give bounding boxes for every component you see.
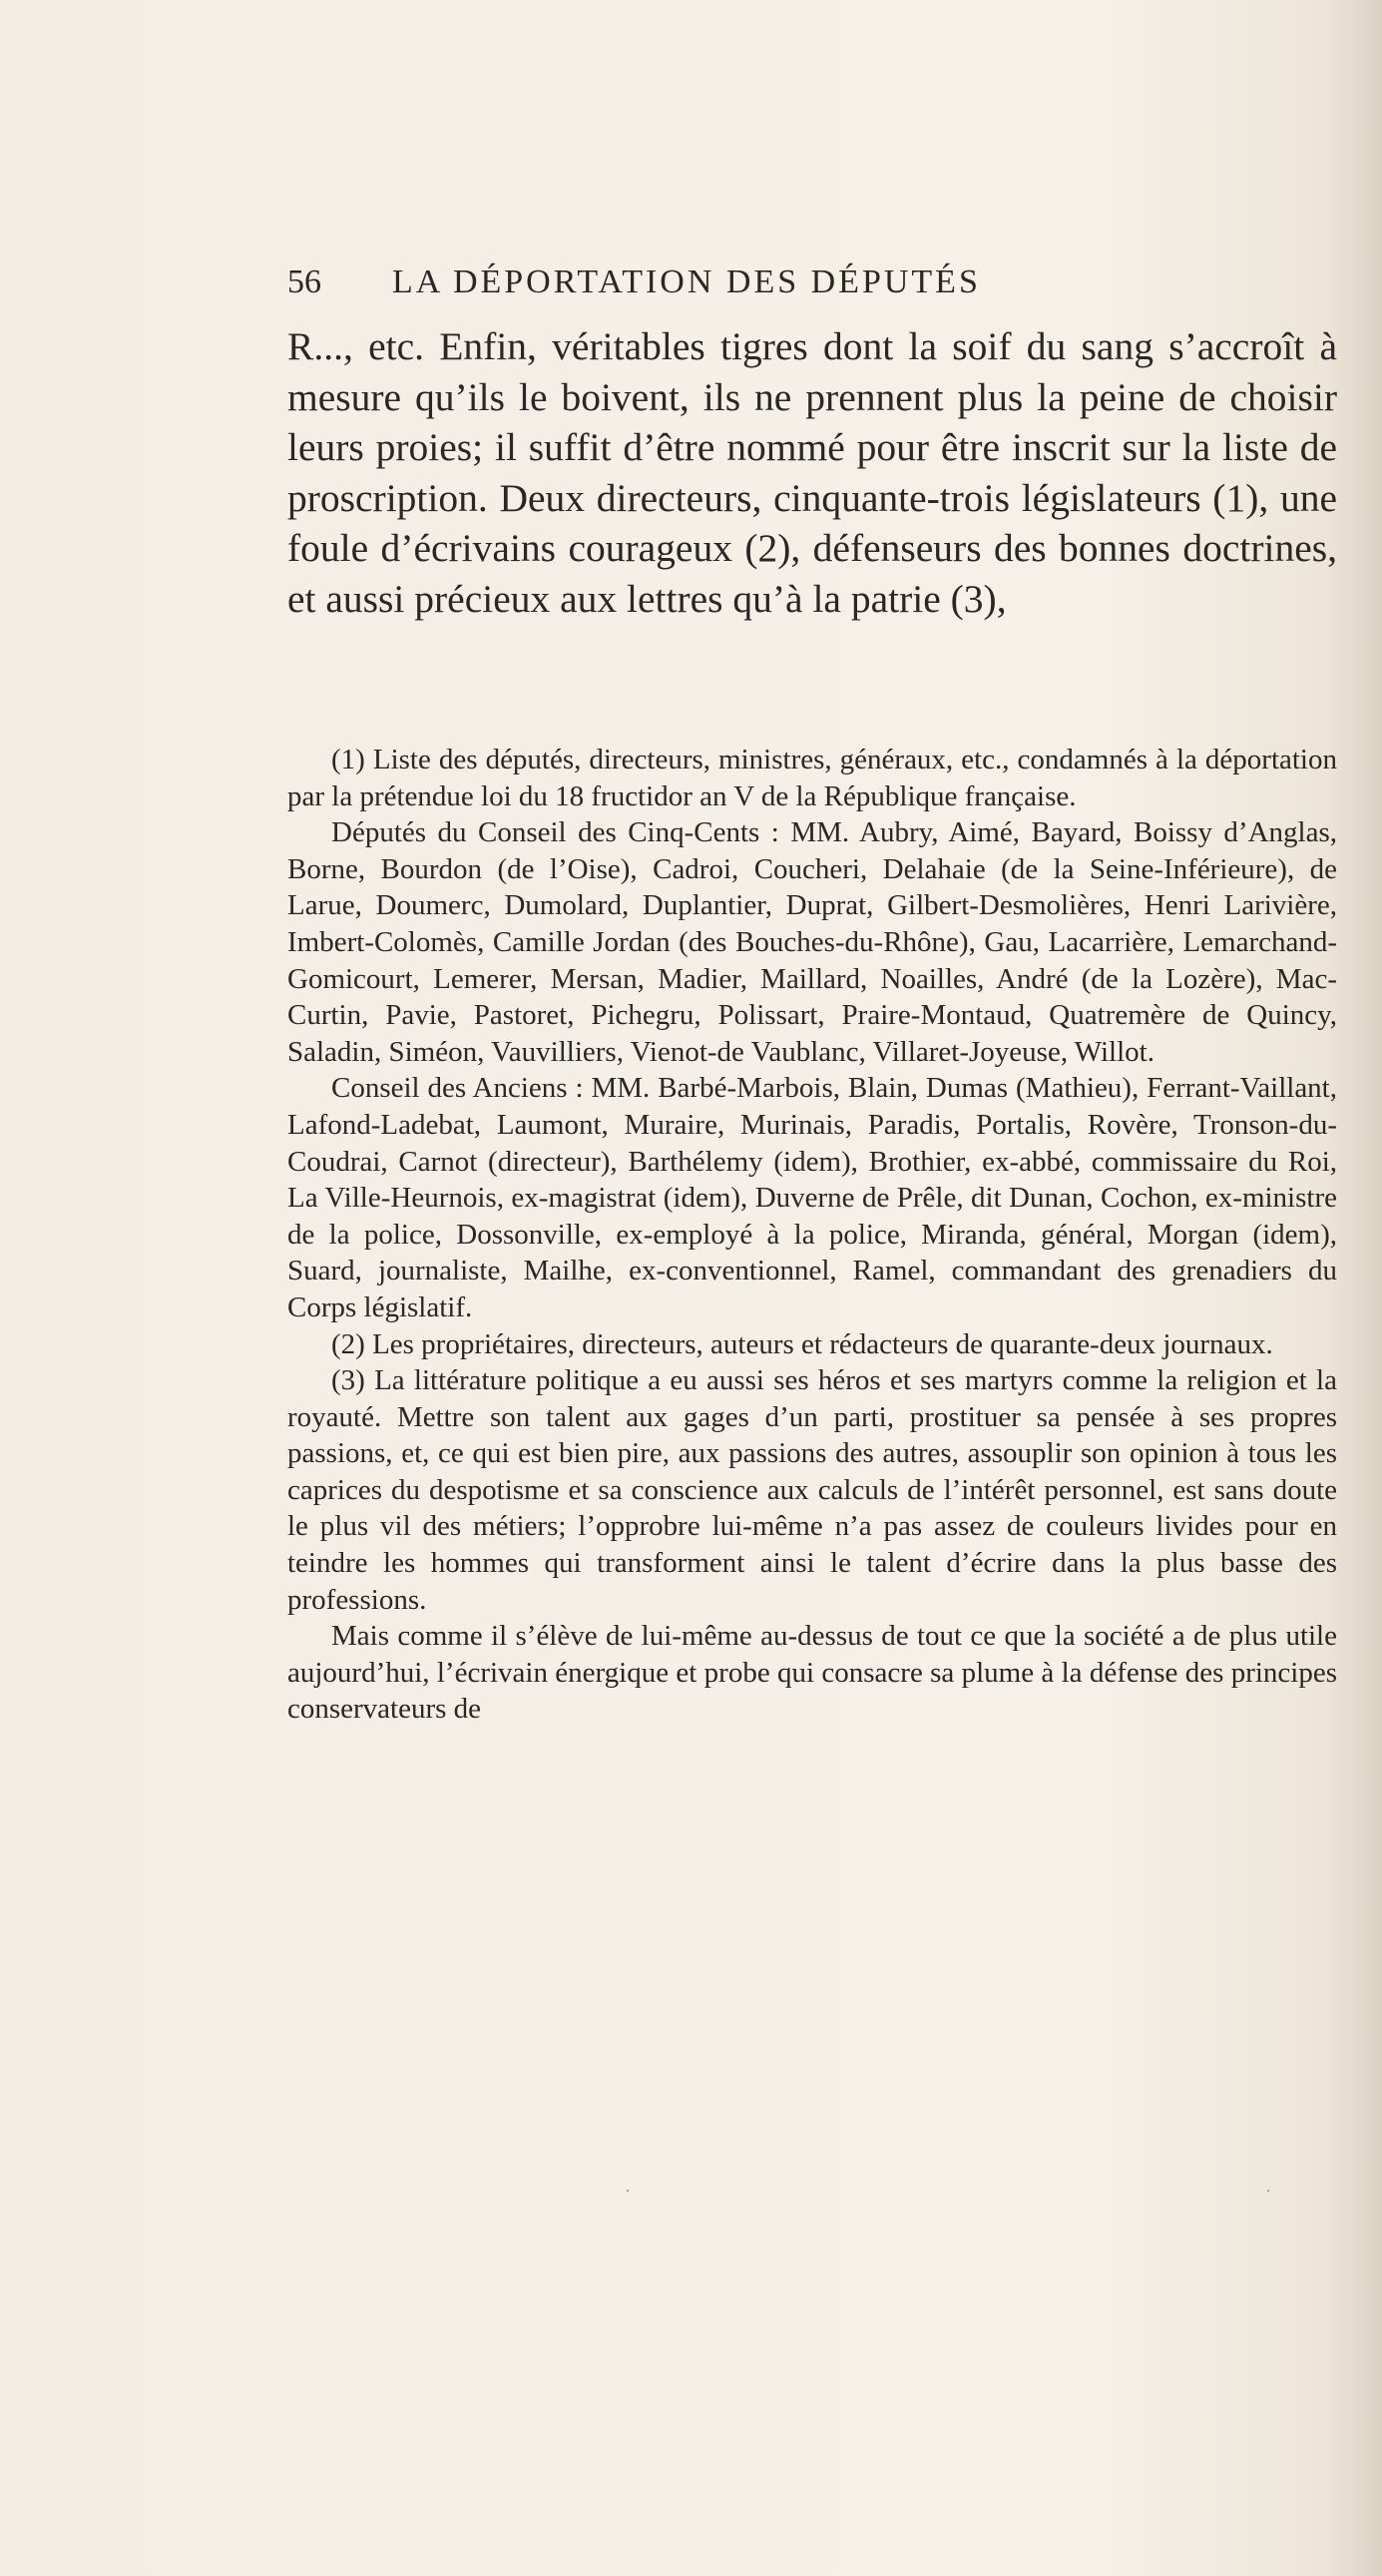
footnote-3: (3) La littérature politique a eu aussi ses héros et ses martyrs comme la religion et la royauté. Mettre son talent aux gages d’un parti, prostituer sa pensée à ses propres passions, et, ce qui est bien pire, aux passions des autres, assouplir son opinion à tous les caprices du despotisme et sa conscience aux calculs de l’intérêt personnel, est sans doute le plus vil des métiers; l’opprobre lui-même n’a pas assez de couleurs livides pour en teindre les hommes qui transforment ainsi le talent d’écrire dans la plus basse des professions. xyxy=(287,1364,1337,1616)
footnote-1-cinq-cents: Députés du Conseil des Cinq-Cents : MM. Aubry, Aimé, Bayard, Boissy d’Anglas, Borne, Bourdon (de l’Oise), Cadroi, Coucheri, Delahaie (de la Seine-Inférieure), de Larue, Doumerc, Dumolard, Duplantier, Duprat, Gilbert-Desmolières, Henri Larivière, Imbert-Colomès, Camille Jordan (des Bouches-du-Rhône), Gau, Lacarrière, Lemarchand-Gomicourt, Lemerer, Mersan, Madier, Maillard, Noailles, André (de la Lozère), Mac-Curtin, Pavie, Pastoret, Pichegru, Polissart, Praire-Montaud, Quatremère de Quincy, Saladin, Siméon, Vauvilliers, Vienot-de Vaublanc, Villaret-Joyeuse, Willot. xyxy=(287,816,1337,1068)
footnote-3-continued: Mais comme il s’élève de lui-même au-dessus de tout ce que la société a de plus utile aujourd’hui, l’écrivain énergique et probe qui consacre sa plume à la défense des principes conservateurs de xyxy=(287,1620,1337,1726)
main-text-block xyxy=(287,321,1337,624)
page-number: 56 xyxy=(287,263,321,300)
running-head-title: LA DÉPORTATION DES DÉPUTÉS xyxy=(392,263,981,300)
footnotes xyxy=(287,742,1337,1728)
footnote-2: (2) Les propriétaires, directeurs, auteurs et rédacteurs de quarante-deux journaux. xyxy=(331,1327,1273,1360)
footnote-1-anciens: Conseil des Anciens : MM. Barbé-Marbois, Blain, Dumas (Mathieu), Ferrant-Vaillant, Lafond-Ladebat, Laumont, Muraire, Murinais, Paradis, Portalis, Rovère, Tronson-du-Coudrai, Carnot (directeur), Barthélemy (idem), Brothier, ex-abbé, commissaire du Roi, La Ville-Heurnois, ex-magistrat (idem), Duverne de Prêle, dit Dunan, Cochon, ex-ministre de la police, Dossonville, ex-employé à la police, Miranda, général, Morgan (idem), Suard, journaliste, Mailhe, ex-conventionnel, Ramel, commandant des grenadiers du Corps législatif. xyxy=(287,1072,1337,1323)
ink-speck: · xyxy=(625,2181,631,2201)
main-paragraph: R..., etc. Enfin, véritables tigres dont la soif du sang s’accroît à mesure qu’ils le boivent, ils ne prennent plus la peine de choisir leurs proies; il suffit d’être nommé pour être inscrit sur la liste de proscription. Deux directeurs, cinquante-trois législateurs (1), une foule d’écrivains courageux (2), défenseurs des bonnes doctrines, et aussi précieux aux lettres qu’à la patrie (3), xyxy=(287,324,1337,621)
footnote-1: (1) Liste des députés, directeurs, ministres, généraux, etc., condamnés à la déportation par la prétendue loi du 18 fructidor an V de la République française. xyxy=(287,744,1337,812)
running-header xyxy=(287,263,1155,301)
ink-speck: · xyxy=(1265,2181,1271,2201)
